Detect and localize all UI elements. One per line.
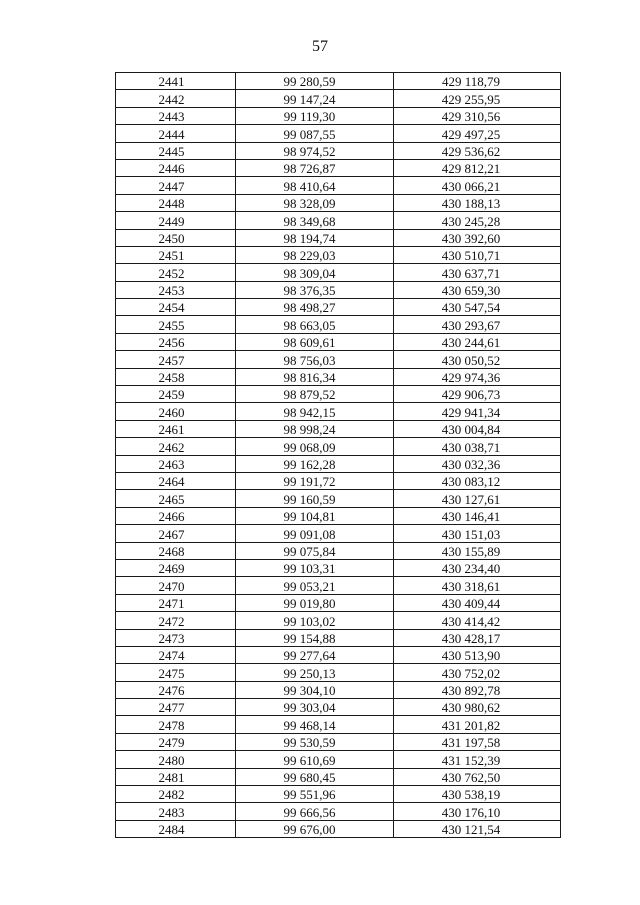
cell-x-coordinate: 99 019,80: [236, 594, 394, 611]
cell-x-coordinate: 98 229,03: [236, 246, 394, 263]
table-row: [116, 264, 561, 281]
cell-x-coordinate: 98 879,52: [236, 386, 394, 403]
cell-point-number: 2478: [116, 716, 236, 733]
cell-point-number: 2484: [116, 820, 236, 837]
cell-y-coordinate: 430 083,12: [394, 472, 561, 489]
cell-y-coordinate: 430 659,30: [394, 281, 561, 298]
cell-y-coordinate: 431 197,58: [394, 733, 561, 750]
table-row: [116, 803, 561, 820]
table-row: [116, 612, 561, 629]
table-row: [116, 525, 561, 542]
cell-point-number: 2473: [116, 629, 236, 646]
cell-x-coordinate: 99 551,96: [236, 786, 394, 803]
cell-point-number: 2467: [116, 525, 236, 542]
table-row: [116, 107, 561, 124]
cell-y-coordinate: 429 941,34: [394, 403, 561, 420]
cell-y-coordinate: 430 127,61: [394, 490, 561, 507]
table-row: [116, 299, 561, 316]
cell-point-number: 2481: [116, 768, 236, 785]
cell-x-coordinate: 99 091,08: [236, 525, 394, 542]
table-row: [116, 177, 561, 194]
cell-y-coordinate: 430 892,78: [394, 681, 561, 698]
cell-y-coordinate: 430 510,71: [394, 246, 561, 263]
cell-point-number: 2471: [116, 594, 236, 611]
table-row: [116, 455, 561, 472]
cell-y-coordinate: 429 497,25: [394, 125, 561, 142]
cell-y-coordinate: 430 513,90: [394, 646, 561, 663]
cell-x-coordinate: 99 068,09: [236, 438, 394, 455]
cell-y-coordinate: 430 538,19: [394, 786, 561, 803]
cell-y-coordinate: 430 637,71: [394, 264, 561, 281]
cell-x-coordinate: 99 191,72: [236, 472, 394, 489]
cell-y-coordinate: 430 752,02: [394, 664, 561, 681]
cell-y-coordinate: 430 234,40: [394, 559, 561, 576]
cell-x-coordinate: 99 103,31: [236, 559, 394, 576]
cell-point-number: 2477: [116, 699, 236, 716]
cell-point-number: 2451: [116, 246, 236, 263]
table-row: [116, 246, 561, 263]
cell-y-coordinate: 430 038,71: [394, 438, 561, 455]
cell-y-coordinate: 429 118,79: [394, 73, 561, 90]
cell-y-coordinate: 430 428,17: [394, 629, 561, 646]
cell-point-number: 2464: [116, 472, 236, 489]
cell-x-coordinate: 99 087,55: [236, 125, 394, 142]
cell-y-coordinate: 430 547,54: [394, 299, 561, 316]
cell-point-number: 2465: [116, 490, 236, 507]
cell-x-coordinate: 99 303,04: [236, 699, 394, 716]
cell-x-coordinate: 99 676,00: [236, 820, 394, 837]
table-row: [116, 594, 561, 611]
cell-point-number: 2476: [116, 681, 236, 698]
page-number: 57: [312, 38, 328, 55]
cell-x-coordinate: 98 349,68: [236, 212, 394, 229]
cell-y-coordinate: 430 066,21: [394, 177, 561, 194]
table-row: [116, 142, 561, 159]
cell-point-number: 2441: [116, 73, 236, 90]
cell-x-coordinate: 98 309,04: [236, 264, 394, 281]
cell-x-coordinate: 99 304,10: [236, 681, 394, 698]
cell-point-number: 2448: [116, 194, 236, 211]
cell-point-number: 2466: [116, 507, 236, 524]
cell-y-coordinate: 429 536,62: [394, 142, 561, 159]
cell-x-coordinate: 98 376,35: [236, 281, 394, 298]
cell-y-coordinate: 431 152,39: [394, 751, 561, 768]
cell-x-coordinate: 99 250,13: [236, 664, 394, 681]
table-row: [116, 316, 561, 333]
cell-x-coordinate: 98 609,61: [236, 333, 394, 350]
cell-point-number: 2459: [116, 386, 236, 403]
table-row: [116, 403, 561, 420]
cell-point-number: 2479: [116, 733, 236, 750]
table-row: [116, 542, 561, 559]
cell-x-coordinate: 98 498,27: [236, 299, 394, 316]
cell-point-number: 2442: [116, 90, 236, 107]
cell-x-coordinate: 99 075,84: [236, 542, 394, 559]
cell-x-coordinate: 99 666,56: [236, 803, 394, 820]
cell-x-coordinate: 99 053,21: [236, 577, 394, 594]
table-row: [116, 577, 561, 594]
cell-y-coordinate: 430 980,62: [394, 699, 561, 716]
cell-y-coordinate: 429 255,95: [394, 90, 561, 107]
table-row: [116, 212, 561, 229]
cell-x-coordinate: 98 974,52: [236, 142, 394, 159]
cell-y-coordinate: 430 121,54: [394, 820, 561, 837]
cell-y-coordinate: 430 762,50: [394, 768, 561, 785]
cell-y-coordinate: 430 188,13: [394, 194, 561, 211]
cell-x-coordinate: 99 147,24: [236, 90, 394, 107]
cell-x-coordinate: 99 103,02: [236, 612, 394, 629]
cell-x-coordinate: 98 998,24: [236, 420, 394, 437]
cell-y-coordinate: 430 414,42: [394, 612, 561, 629]
table-row: [116, 716, 561, 733]
table-row: [116, 786, 561, 803]
cell-x-coordinate: 99 277,64: [236, 646, 394, 663]
cell-point-number: 2461: [116, 420, 236, 437]
table-row: [116, 90, 561, 107]
table-row: [116, 159, 561, 176]
table-row: [116, 733, 561, 750]
cell-x-coordinate: 99 104,81: [236, 507, 394, 524]
cell-y-coordinate: 430 409,44: [394, 594, 561, 611]
table-row: [116, 681, 561, 698]
cell-point-number: 2443: [116, 107, 236, 124]
table-row: [116, 472, 561, 489]
cell-y-coordinate: 430 032,36: [394, 455, 561, 472]
cell-x-coordinate: 98 410,64: [236, 177, 394, 194]
cell-point-number: 2454: [116, 299, 236, 316]
table-row: [116, 820, 561, 837]
cell-point-number: 2444: [116, 125, 236, 142]
table-row: [116, 333, 561, 350]
table-row: [116, 420, 561, 437]
table-row: [116, 507, 561, 524]
cell-point-number: 2480: [116, 751, 236, 768]
table-row: [116, 629, 561, 646]
table-row: [116, 281, 561, 298]
cell-x-coordinate: 98 328,09: [236, 194, 394, 211]
cell-y-coordinate: 430 244,61: [394, 333, 561, 350]
cell-x-coordinate: 99 530,59: [236, 733, 394, 750]
cell-x-coordinate: 98 942,15: [236, 403, 394, 420]
cell-y-coordinate: 430 392,60: [394, 229, 561, 246]
coordinates-table: [115, 72, 561, 838]
cell-point-number: 2450: [116, 229, 236, 246]
cell-x-coordinate: 99 160,59: [236, 490, 394, 507]
cell-y-coordinate: 429 906,73: [394, 386, 561, 403]
cell-y-coordinate: 430 151,03: [394, 525, 561, 542]
cell-point-number: 2460: [116, 403, 236, 420]
cell-point-number: 2483: [116, 803, 236, 820]
table-row: [116, 368, 561, 385]
cell-point-number: 2446: [116, 159, 236, 176]
cell-point-number: 2474: [116, 646, 236, 663]
cell-y-coordinate: 430 155,89: [394, 542, 561, 559]
cell-point-number: 2452: [116, 264, 236, 281]
cell-x-coordinate: 99 680,45: [236, 768, 394, 785]
table-row: [116, 768, 561, 785]
table-row: [116, 646, 561, 663]
table-row: [116, 664, 561, 681]
cell-y-coordinate: 430 004,84: [394, 420, 561, 437]
cell-point-number: 2455: [116, 316, 236, 333]
table-row: [116, 351, 561, 368]
table-row: [116, 490, 561, 507]
cell-point-number: 2470: [116, 577, 236, 594]
cell-x-coordinate: 98 726,87: [236, 159, 394, 176]
table-row: [116, 386, 561, 403]
cell-y-coordinate: 429 974,36: [394, 368, 561, 385]
table-row: [116, 699, 561, 716]
cell-point-number: 2472: [116, 612, 236, 629]
cell-y-coordinate: 431 201,82: [394, 716, 561, 733]
cell-point-number: 2462: [116, 438, 236, 455]
cell-y-coordinate: 430 318,61: [394, 577, 561, 594]
table-body: [116, 73, 561, 838]
table-row: [116, 438, 561, 455]
cell-x-coordinate: 99 468,14: [236, 716, 394, 733]
cell-x-coordinate: 98 756,03: [236, 351, 394, 368]
cell-y-coordinate: 430 293,67: [394, 316, 561, 333]
cell-point-number: 2468: [116, 542, 236, 559]
cell-point-number: 2475: [116, 664, 236, 681]
cell-point-number: 2447: [116, 177, 236, 194]
cell-point-number: 2449: [116, 212, 236, 229]
cell-y-coordinate: 430 050,52: [394, 351, 561, 368]
cell-point-number: 2463: [116, 455, 236, 472]
cell-x-coordinate: 99 119,30: [236, 107, 394, 124]
cell-point-number: 2458: [116, 368, 236, 385]
cell-point-number: 2453: [116, 281, 236, 298]
cell-x-coordinate: 99 162,28: [236, 455, 394, 472]
table-row: [116, 229, 561, 246]
cell-x-coordinate: 99 610,69: [236, 751, 394, 768]
cell-x-coordinate: 98 194,74: [236, 229, 394, 246]
cell-y-coordinate: 430 176,10: [394, 803, 561, 820]
cell-y-coordinate: 430 245,28: [394, 212, 561, 229]
table-row: [116, 194, 561, 211]
cell-x-coordinate: 98 816,34: [236, 368, 394, 385]
cell-x-coordinate: 99 280,59: [236, 73, 394, 90]
table-row: [116, 73, 561, 90]
table-row: [116, 559, 561, 576]
cell-point-number: 2482: [116, 786, 236, 803]
cell-y-coordinate: 429 812,21: [394, 159, 561, 176]
cell-point-number: 2445: [116, 142, 236, 159]
cell-point-number: 2469: [116, 559, 236, 576]
cell-point-number: 2456: [116, 333, 236, 350]
cell-point-number: 2457: [116, 351, 236, 368]
cell-y-coordinate: 430 146,41: [394, 507, 561, 524]
table-row: [116, 751, 561, 768]
cell-y-coordinate: 429 310,56: [394, 107, 561, 124]
cell-x-coordinate: 98 663,05: [236, 316, 394, 333]
table-row: [116, 125, 561, 142]
cell-x-coordinate: 99 154,88: [236, 629, 394, 646]
